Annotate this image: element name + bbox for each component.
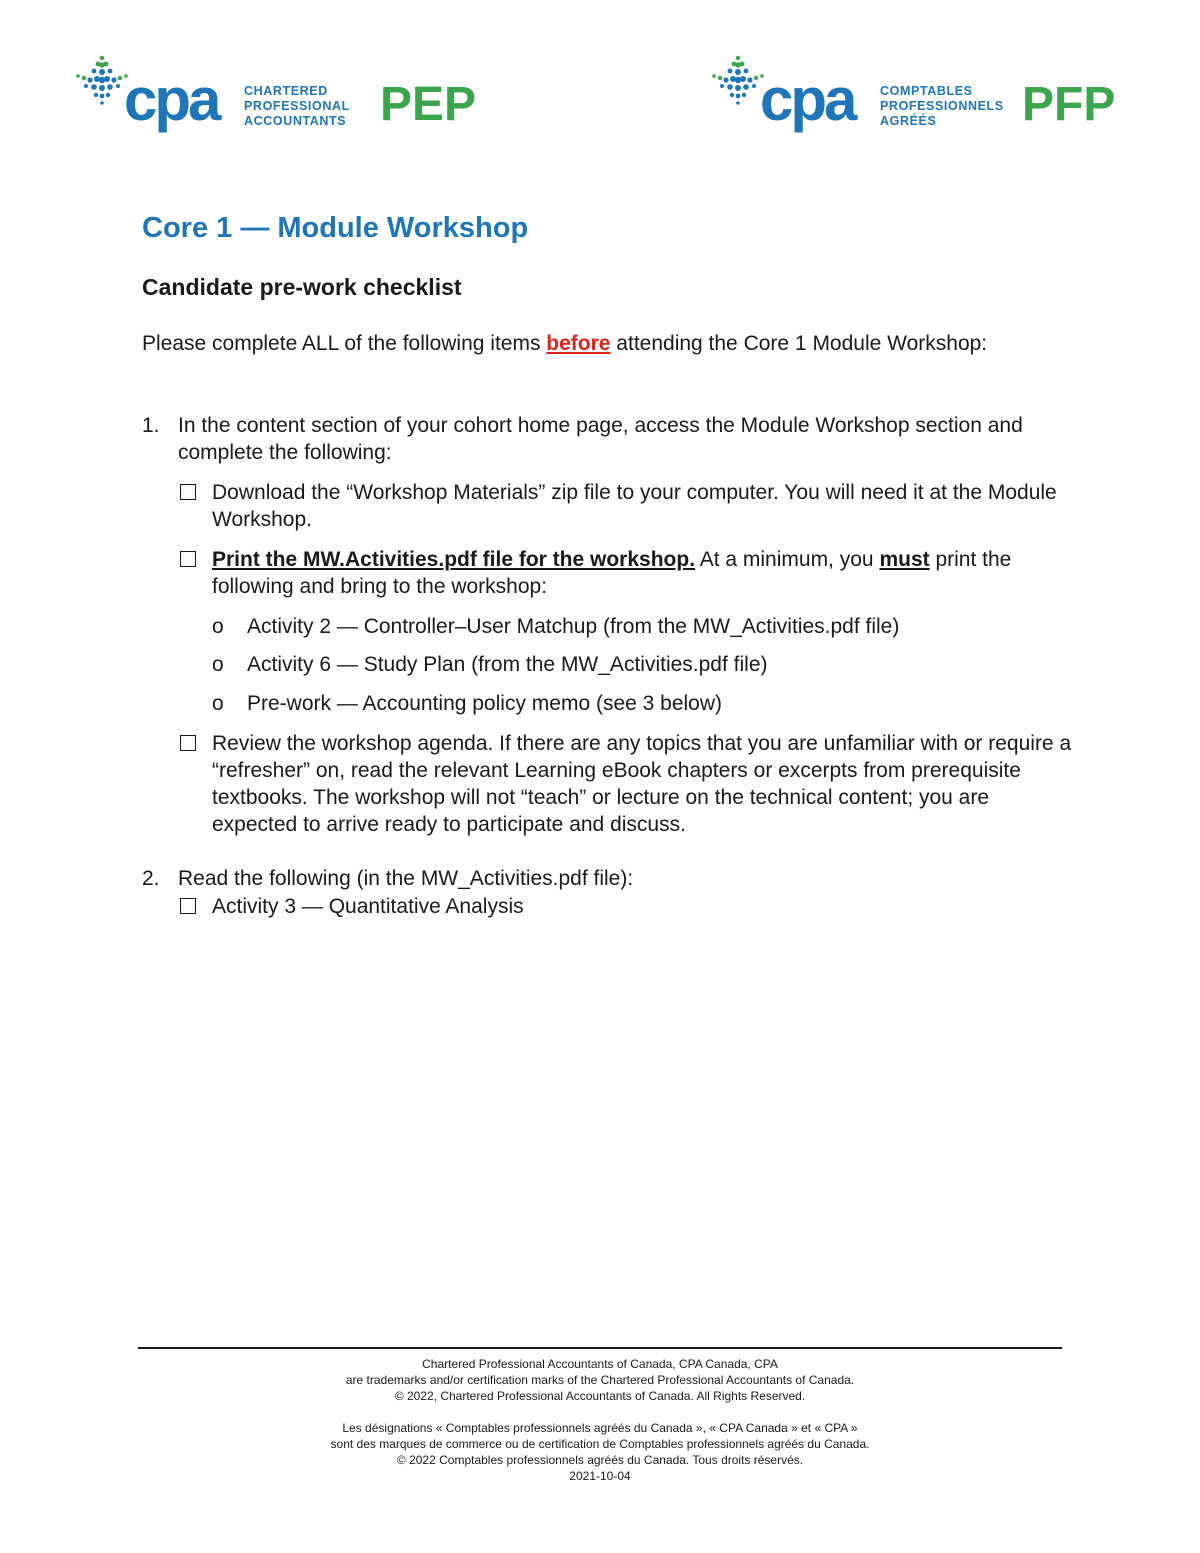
footer-divider [138,1347,1062,1349]
document-date: 2021-10-04 [569,1469,631,1483]
item-number: 1. [142,414,160,437]
cpa-pep-logo [72,52,502,142]
bullet-marker: o [212,692,224,715]
program-label: PFP [1022,78,1116,131]
checkbox[interactable] [180,551,196,567]
program-label: PEP [380,78,477,131]
check-text: Print the MW.Activities.pdf file for the workshop. At a minimum, you must print the following and bring to the workshop: [212,548,1012,598]
maple-leaf-dots-icon [708,52,768,110]
check-text: Activity 3 — Quantitative Analysis [212,895,524,918]
page-subtitle: Candidate pre-work checklist [142,274,462,300]
emphasis-before: before [546,332,611,355]
logo-tagline: CHARTERED PROFESSIONAL ACCOUNTANTS [244,84,350,128]
check-text: Download the “Workshop Materials” zip file to your computer. You will need it at the Module Workshop. [212,481,1057,531]
checkbox[interactable] [180,735,196,751]
check-text: Review the workshop agenda. If there are any topics that you are unfamiliar with or require a “refresher” on, read the relevant Learning eBook chapters or excerpts from prerequisite textbooks. The workshop will not “teach” or lecture on the technical content; you are expected to arrive ready to participate and discuss. [212,732,1072,836]
cpa-wordmark: cpa [124,66,219,133]
item-number: 2. [142,867,160,890]
bullet-marker: o [212,615,224,638]
page-title: Core 1 — Module Workshop [142,212,529,244]
logo-tagline: COMPTABLES PROFESSIONNELS AGRÉÉS [880,84,1004,128]
intro-paragraph: Please complete ALL of the following items before attending the Core 1 Module Workshop: [142,332,988,355]
cpa-pfp-logo [708,52,1138,142]
maple-leaf-dots-icon [72,52,132,110]
item-text: In the content section of your cohort home page, access the Module Workshop section and complete the following: [178,414,1023,464]
cpa-wordmark: cpa [760,66,855,133]
bullet-marker: o [212,653,224,676]
checkbox[interactable] [180,484,196,500]
item-text: Read the following (in the MW_Activities.pdf file): [178,867,634,890]
checkbox[interactable] [180,898,196,914]
footer-french: Les désignations « Comptables professionnels agréés du Canada », « CPA Canada » et « CPA » sont des marques de commerce ou de certification de Comptables professionnels agréés du Canada. © 2022 Comptables professionnels agréés du Canada. Tous droits réservés. 2021-10-04 [138,1420,1062,1484]
footer-english: Chartered Professional Accountants of Canada, CPA Canada, CPA are trademarks and/or certification marks of the Chartered Professional Accountants of Canada. © 2022, Chartered Professional Accountants of Canada. All Rights Reserved. [345,1357,855,1403]
